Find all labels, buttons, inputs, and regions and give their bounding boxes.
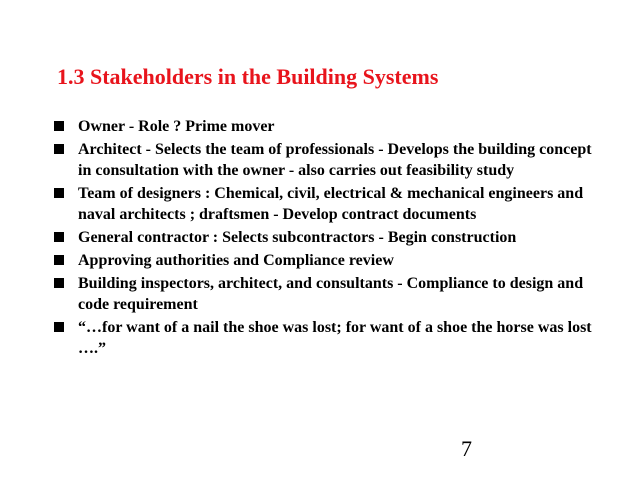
bullet-text: Owner - Role ? Prime mover: [78, 118, 275, 135]
bullet-item-building-inspectors: [52, 273, 592, 315]
square-bullet-icon: [54, 121, 64, 131]
bullet-item-quote: [52, 317, 592, 359]
square-bullet-icon: [54, 278, 64, 288]
bullet-item-owner: [52, 116, 592, 137]
square-bullet-icon: [54, 322, 64, 332]
square-bullet-icon: [54, 144, 64, 154]
bullet-item-designers: [52, 183, 592, 225]
square-bullet-icon: [54, 188, 64, 198]
bullet-list: [52, 116, 592, 361]
bullet-text: General contractor : Selects subcontractors - Begin construction: [78, 229, 517, 246]
bullet-item-architect: [52, 139, 592, 181]
page-number: 7: [461, 436, 472, 461]
slide-title: 1.3 Stakeholders in the Building Systems: [57, 64, 439, 89]
square-bullet-icon: [54, 255, 64, 265]
bullet-text: Building inspectors, architect, and consultants - Compliance to design and code requirement: [78, 275, 584, 313]
bullet-text: Architect - Selects the team of professionals - Develops the building concept in consultation with the owner - also carries out feasibility study: [78, 141, 592, 179]
bullet-text: Approving authorities and Compliance review: [78, 252, 394, 269]
bullet-item-approving-authorities: [52, 250, 592, 271]
bullet-item-general-contractor: [52, 227, 592, 248]
square-bullet-icon: [54, 232, 64, 242]
bullet-text: “…for want of a nail the shoe was lost; for want of a shoe the horse was lost ….”: [78, 319, 592, 357]
bullet-text: Team of designers : Chemical, civil, electrical & mechanical engineers and naval architects ; draftsmen - Develop contract documents: [78, 185, 584, 223]
